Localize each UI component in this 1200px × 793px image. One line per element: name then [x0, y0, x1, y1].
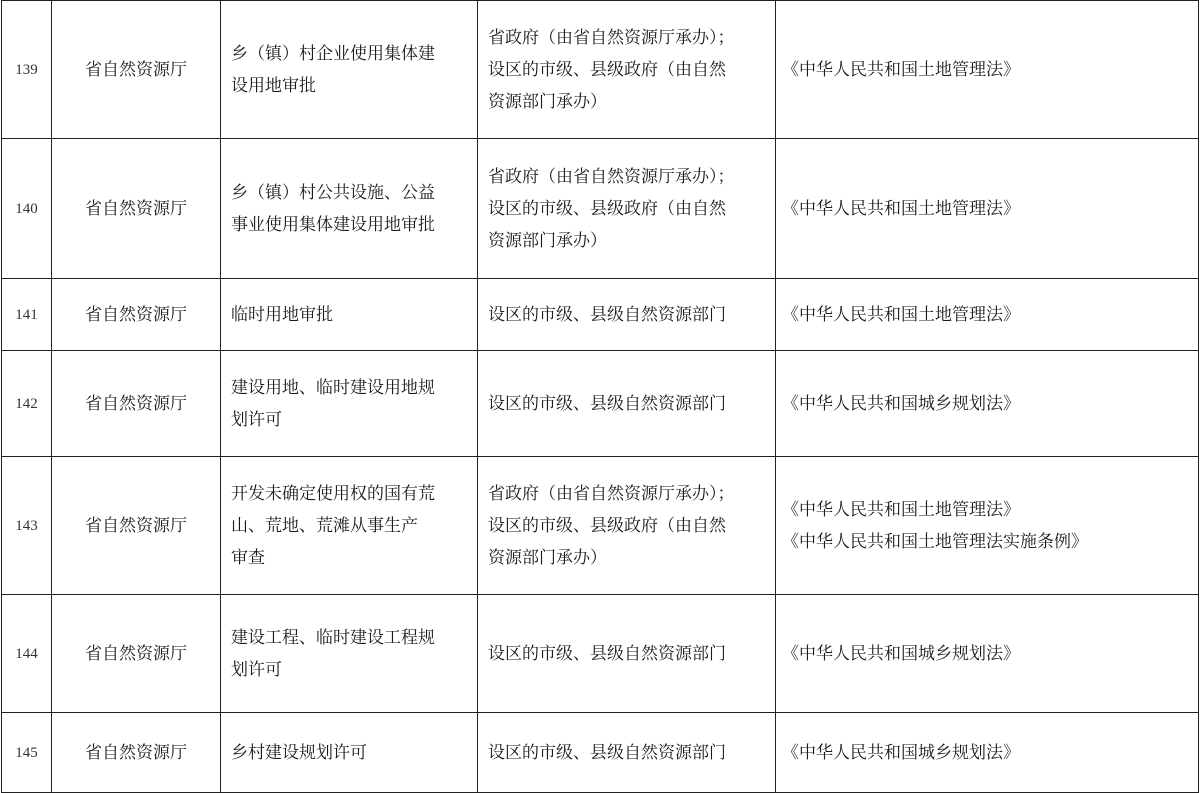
approval-item-cell	[221, 279, 478, 351]
department-cell: 省自然资源厅	[52, 595, 221, 713]
approval-item-cell	[221, 457, 478, 595]
approval-item-cell	[221, 1, 478, 139]
approval-item-cell-line: 事业使用集体建设用地审批	[231, 214, 435, 235]
table-row	[2, 457, 1199, 595]
department-cell: 省自然资源厅	[52, 279, 221, 351]
department-cell: 省自然资源厅	[52, 1, 221, 139]
approval-item-cell-line: 乡（镇）村公共设施、公益	[231, 182, 435, 203]
table-row	[2, 1, 1199, 139]
implementing-body-cell-line: 设区的市级、县级自然资源部门	[488, 742, 726, 763]
row-number-cell: 145	[2, 713, 52, 793]
department-cell: 省自然资源厅	[52, 351, 221, 457]
row-number-cell: 139	[2, 1, 52, 139]
implementing-body-cell	[478, 595, 776, 713]
implementing-body-cell	[478, 279, 776, 351]
approval-item-cell-line: 建设工程、临时建设工程规	[231, 627, 435, 648]
approval-item-cell-line: 建设用地、临时建设用地规	[231, 377, 435, 398]
table-row	[2, 139, 1199, 279]
table-body	[2, 1, 1199, 793]
table-row	[2, 595, 1199, 713]
row-number-cell: 141	[2, 279, 52, 351]
legal-basis-cell-line: 《中华人民共和国土地管理法实施条例》	[782, 531, 1088, 552]
table-row	[2, 279, 1199, 351]
approval-item-cell-line: 山、荒地、荒滩从事生产	[231, 515, 418, 536]
legal-basis-cell-line: 《中华人民共和国土地管理法》	[782, 59, 1020, 80]
approval-item-cell-line: 乡村建设规划许可	[231, 742, 367, 763]
approval-item-cell-line: 乡（镇）村企业使用集体建	[231, 43, 435, 64]
approval-items-table	[1, 0, 1199, 793]
implementing-body-cell	[478, 1, 776, 139]
legal-basis-cell-line: 《中华人民共和国土地管理法》	[782, 499, 1020, 520]
implementing-body-cell-line: 设区的市级、县级自然资源部门	[488, 304, 726, 325]
legal-basis-cell-line: 《中华人民共和国土地管理法》	[782, 198, 1020, 219]
legal-basis-cell	[776, 351, 1199, 457]
legal-basis-cell-line: 《中华人民共和国土地管理法》	[782, 304, 1020, 325]
table-row	[2, 713, 1199, 793]
implementing-body-cell-line: 设区的市级、县级政府（由自然	[488, 515, 726, 536]
legal-basis-cell	[776, 595, 1199, 713]
implementing-body-cell-line: 资源部门承办）	[488, 91, 607, 112]
row-number-cell: 142	[2, 351, 52, 457]
row-number-cell: 143	[2, 457, 52, 595]
legal-basis-cell	[776, 713, 1199, 793]
approval-item-cell-line: 审查	[231, 547, 265, 568]
approval-item-cell-line: 划许可	[231, 659, 282, 680]
legal-basis-cell	[776, 457, 1199, 595]
implementing-body-cell-line: 设区的市级、县级政府（由自然	[488, 59, 726, 80]
implementing-body-cell-line: 设区的市级、县级自然资源部门	[488, 393, 726, 414]
row-number-cell: 144	[2, 595, 52, 713]
approval-item-cell-line: 开发未确定使用权的国有荒	[231, 483, 435, 504]
implementing-body-cell-line: 资源部门承办）	[488, 547, 607, 568]
department-cell: 省自然资源厅	[52, 457, 221, 595]
implementing-body-cell	[478, 139, 776, 279]
approval-item-cell	[221, 351, 478, 457]
approval-item-cell-line: 划许可	[231, 409, 282, 430]
legal-basis-cell	[776, 279, 1199, 351]
implementing-body-cell-line: 省政府（由省自然资源厅承办）；	[488, 483, 735, 504]
department-cell: 省自然资源厅	[52, 139, 221, 279]
department-cell: 省自然资源厅	[52, 713, 221, 793]
approval-item-cell	[221, 139, 478, 279]
implementing-body-cell-line: 省政府（由省自然资源厅承办）；	[488, 166, 735, 187]
implementing-body-cell-line: 设区的市级、县级自然资源部门	[488, 643, 726, 664]
implementing-body-cell-line: 省政府（由省自然资源厅承办）；	[488, 27, 735, 48]
implementing-body-cell	[478, 351, 776, 457]
implementing-body-cell-line: 资源部门承办）	[488, 230, 607, 251]
legal-basis-cell	[776, 139, 1199, 279]
approval-item-cell-line: 设用地审批	[231, 75, 316, 96]
approval-item-cell	[221, 713, 478, 793]
legal-basis-cell-line: 《中华人民共和国城乡规划法》	[782, 393, 1020, 414]
table-row	[2, 351, 1199, 457]
implementing-body-cell-line: 设区的市级、县级政府（由自然	[488, 198, 726, 219]
implementing-body-cell	[478, 457, 776, 595]
legal-basis-cell-line: 《中华人民共和国城乡规划法》	[782, 643, 1020, 664]
implementing-body-cell	[478, 713, 776, 793]
approval-item-cell	[221, 595, 478, 713]
legal-basis-cell	[776, 1, 1199, 139]
row-number-cell: 140	[2, 139, 52, 279]
approval-item-cell-line: 临时用地审批	[231, 304, 333, 325]
legal-basis-cell-line: 《中华人民共和国城乡规划法》	[782, 742, 1020, 763]
